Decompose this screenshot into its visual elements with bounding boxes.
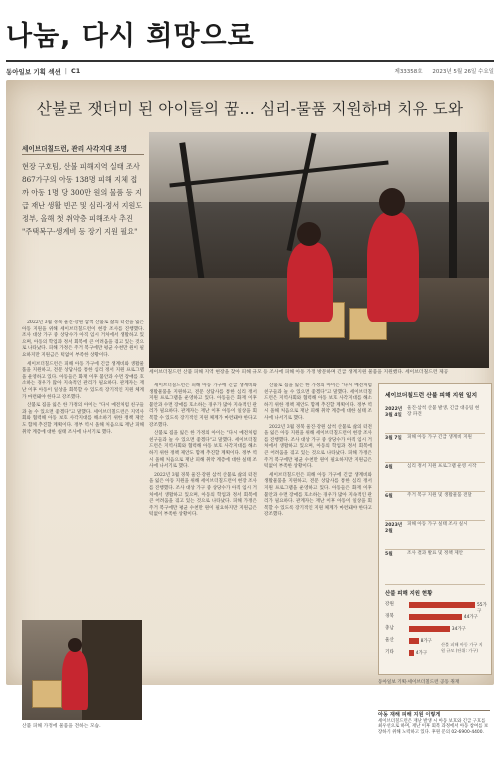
masthead-rule bbox=[6, 60, 494, 62]
paragraph: 세이브더칠드런은 피해 아동 가구에 긴급 생계비와 생활물품을 지원하고, 전문 상담사를 통한 심리 정서 지원 프로그램을 운영하고 있다. 아동들은 화재 이후 불안과 수면 장애를 호소하는 경우가 많아 지속적인 관리가 필요하다. 관계자는 재난 이후 아동이 일상을 회복할 수 있도록 장기적인 지원 체계가 마련돼야 한다고 강조했다. bbox=[22, 361, 144, 400]
issue-info bbox=[387, 67, 495, 75]
timeline-date: 2023년 2월 bbox=[385, 523, 403, 534]
paragraph: 2022년 3월 경북 울진·강원 삼척 산불로 삶의 터전을 잃은 아동 지원을 위해 세이브더칠드런이 현장 조사를 진행했다. 조사 대상 가구 중 상당수가 아직 임시 거처에서 생활하고 있으며, 아동의 학업과 정서 회복에 큰 어려움을 겪고 있는 것으로 나타났다. 피해 가정은 주거 복구에만 평균 수천만 원이 필요하지만 지원금은 턱없이 부족한 상황이다. bbox=[149, 472, 257, 518]
paragraph: 2022년 3월 경북 울진·강원 삼척 산불로 삶의 터전을 잃은 아동 지원을 위해 세이브더칠드런이 현장 조사를 진행했다. 조사 대상 가구 중 상당수가 아직 임시 거처에서 생활하고 있으며, 아동의 학업과 정서 회복에 큰 어려움을 겪고 있는 것으로 나타났다. 피해 가정은 주거 복구에만 평균 수천만 원이 필요하지만 지원금은 턱없이 부족한 상황이다. bbox=[22, 320, 144, 358]
paragraph: 세이브더칠드런은 피해 아동 가구에 긴급 생계비와 생활물품을 지원하고, 전문 상담사를 통한 심리 정서 지원 프로그램을 운영하고 있다. 아동들은 화재 이후 불안과 수면 장애를 호소하는 경우가 많아 지속적인 관리가 필요하다. 관계자는 재난 이후 아동이 일상을 회복할 수 있도록 장기적인 지원 체계가 마련돼야 한다고 강조했다. bbox=[264, 472, 372, 518]
aid-worker bbox=[62, 650, 88, 710]
timeline-detail: 심리 정서 지원 프로그램 운영 시작 bbox=[407, 464, 477, 469]
timeline-infobox bbox=[378, 383, 492, 675]
small-photo bbox=[22, 620, 142, 720]
lead-rule bbox=[22, 154, 144, 155]
timeline-divider bbox=[385, 491, 485, 492]
chart-note: 산불 피해 아동 가구 지원 규모 (단위: 가구) bbox=[441, 642, 483, 653]
timeline-detail: 주거 복구 지원 및 생활물품 전달 bbox=[407, 493, 472, 498]
bar bbox=[409, 602, 475, 608]
timeline-date: 3월 7일 bbox=[385, 436, 402, 441]
bar-value-label: 34가구 bbox=[451, 626, 466, 632]
chart-title: 산불 피해 지원 현황 bbox=[385, 591, 433, 597]
bar-value-label: 4가구 bbox=[415, 650, 428, 656]
separator: | bbox=[64, 67, 67, 75]
bar-category-label: 울산 bbox=[385, 638, 394, 643]
timeline-date: 6월 bbox=[385, 494, 393, 499]
issue-number: 제33358호 bbox=[394, 69, 423, 75]
timeline-date: 5월 bbox=[385, 552, 393, 557]
lead-title: 세이브더칠드런, 관리 사각지대 조명 bbox=[22, 145, 127, 153]
headline: 산불로 잿더미 된 아이들의 꿈… 심리-물품 지원하며 치유 도와 bbox=[36, 100, 464, 118]
paragraph: 2022년 3월 경북 울진·강원 삼척 산불로 삶의 터전을 잃은 아동 지원을 위해 세이브더칠드런이 현장 조사를 진행했다. 조사 대상 가구 중 상당수가 아직 임시 거처에서 생활하고 있으며, 아동의 학업과 정서 회복에 큰 어려움을 겪고 있는 것으로 나타났다. 피해 가정은 주거 복구에만 평균 수천만 원이 필요하지만 지원금은 턱없이 부족한 상황이다. bbox=[264, 424, 372, 470]
photo-door bbox=[82, 620, 142, 720]
timeline-row bbox=[385, 522, 485, 534]
supply-box bbox=[32, 680, 62, 708]
paragraph: 세이브더칠드런은 피해 아동 가구에 긴급 생계비와 생활물품을 지원하고, 전문 상담사를 통한 심리 정서 지원 프로그램을 운영하고 있다. 아동들은 화재 이후 불안과 수면 장애를 호소하는 경우가 많아 지속적인 관리가 필요하다. 관계자는 재난 이후 아동이 일상을 회복할 수 있도록 장기적인 지원 체계가 마련돼야 한다고 강조했다. bbox=[149, 383, 257, 428]
timeline-divider bbox=[385, 462, 485, 463]
timeline-detail: 울진·삼척 산불 발생, 긴급 대응팀 현장 파견 bbox=[407, 406, 480, 417]
infobox-title: 세이브더칠드런 산불 피해 지원 일지 bbox=[385, 393, 478, 399]
body-column bbox=[22, 320, 144, 610]
timeline-detail: 조사 결과 발표 및 정책 제안 bbox=[407, 551, 464, 556]
timeline-detail: 피해 아동 가구 실태 조사 실시 bbox=[407, 522, 468, 527]
timeline-divider bbox=[385, 520, 485, 521]
bar-category-label: 충남 bbox=[385, 626, 394, 631]
paragraph: 산불로 집을 잃은 한 가정의 아이는 "다시 예전처럼 친구들과 놀 수 있으면 좋겠다"고 말했다. 세이브더칠드런은 지역사회와 협력해 아동 보호 사각지대를 해소하기 위한 정책 제안도 함께 추진할 계획이다. 정부 역시 올해 처음으로 재난 피해 취약 계층에 대한 실태 조사에 나서기로 했다. bbox=[22, 403, 144, 435]
paragraph: 산불로 집을 잃은 한 가정의 아이는 "다시 예전처럼 친구들과 놀 수 있으면 좋겠다"고 말했다. 세이브더칠드런은 지역사회와 협력해 아동 보호 사각지대를 해소하기 위한 정책 제안도 함께 추진할 계획이다. 정부 역시 올해 처음으로 재난 피해 취약 계층에 대한 실태 조사에 나서기로 했다. bbox=[264, 383, 372, 421]
masthead bbox=[0, 0, 500, 64]
feature-panel bbox=[6, 80, 494, 735]
paragraph: 산불로 집을 잃은 한 가정의 아이는 "다시 예전처럼 친구들과 놀 수 있으면 좋겠다"고 말했다. 세이브더칠드런은 지역사회와 협력해 아동 보호 사각지대를 해소하기 위한 정책 제안도 함께 추진할 계획이다. 정부 역시 올해 처음으로 재난 피해 취약 계층에 대한 실태 조사에 나서기로 했다. bbox=[149, 431, 257, 470]
aid-worker bbox=[287, 242, 333, 322]
timeline-row bbox=[385, 551, 485, 557]
section-title: 나눔, 다시 희망으로 bbox=[6, 21, 255, 52]
minibox-title: 아동 재해 피해 지원 이렇게 bbox=[378, 712, 441, 718]
timeline-divider bbox=[385, 433, 485, 434]
bar-category-label: 기타 bbox=[385, 650, 394, 655]
timeline-date: 4월 bbox=[385, 465, 393, 470]
timeline-row bbox=[385, 435, 485, 441]
timeline-row bbox=[385, 464, 485, 470]
timeline-divider bbox=[385, 549, 485, 550]
issue-date: 2023년 5월 26일 수요일 bbox=[432, 69, 494, 75]
timeline-row bbox=[385, 406, 485, 418]
minibox-text: 세이브더칠드런은 재난 발생 시 아동 보호와 긴급 구호를 최우선으로 하며, 재난 이후 회복 과정에서 아동 참여를 보장하기 위해 노력하고 있다. 후원 문의 02-6900-4400. bbox=[378, 718, 489, 735]
signoff: 동아일보 기획·세이브더칠드런 공동 취재 bbox=[378, 680, 460, 685]
bar bbox=[409, 614, 462, 620]
bar-value-label: 8가구 bbox=[420, 638, 432, 644]
bar bbox=[409, 638, 419, 644]
body-column bbox=[264, 383, 372, 763]
aid-worker-head bbox=[68, 638, 82, 652]
timeline-date: 2022년 3월 4일 bbox=[385, 407, 403, 418]
aid-worker-head bbox=[379, 188, 405, 216]
small-photo-caption: 산불 피해 가정에 물품을 전하는 모습. bbox=[22, 724, 101, 729]
infobox-divider bbox=[385, 584, 485, 585]
timeline-row bbox=[385, 493, 485, 499]
bar bbox=[409, 650, 414, 656]
bar-category-label: 경북 bbox=[385, 614, 394, 619]
page-number: C1 bbox=[70, 67, 81, 75]
bar-value-label: 44가구 bbox=[463, 614, 478, 620]
bar-category-label: 강원 bbox=[385, 602, 394, 607]
lead-text: 현장 구호팀, 산불 피해지역 실태 조사 867가구의 아동 138명 피해 지체 접 까 아동 1명 당 300만 원의 물품 등 지급 재난 생활 빈곤 및 심리-정서 지원도 정부, 올해 첫 취약층 피해조사 추진 "주택복구-생계비 등 장기 지원 필요" bbox=[22, 162, 143, 236]
publisher-label: 동아일보 기획 섹션 bbox=[6, 67, 61, 76]
aid-worker-head bbox=[297, 222, 321, 246]
timeline-detail: 피해 아동 가구 긴급 생계비 지원 bbox=[407, 435, 472, 440]
body-column bbox=[149, 383, 257, 763]
bar-value-label: 55가구 bbox=[477, 602, 487, 614]
aid-worker bbox=[367, 212, 419, 322]
main-photo bbox=[149, 132, 489, 368]
bar bbox=[409, 626, 450, 632]
info-minibox bbox=[378, 710, 490, 759]
section-bar bbox=[6, 64, 494, 78]
photo-caption: 세이브더칠드런 산불 피해 지역 현장을 찾아 피해 규모 등 조사에 피해 아동 가정 방문하며 긴급 생계지원 물품을 지원했다. 세이브더칠드런 제공 bbox=[149, 370, 449, 375]
